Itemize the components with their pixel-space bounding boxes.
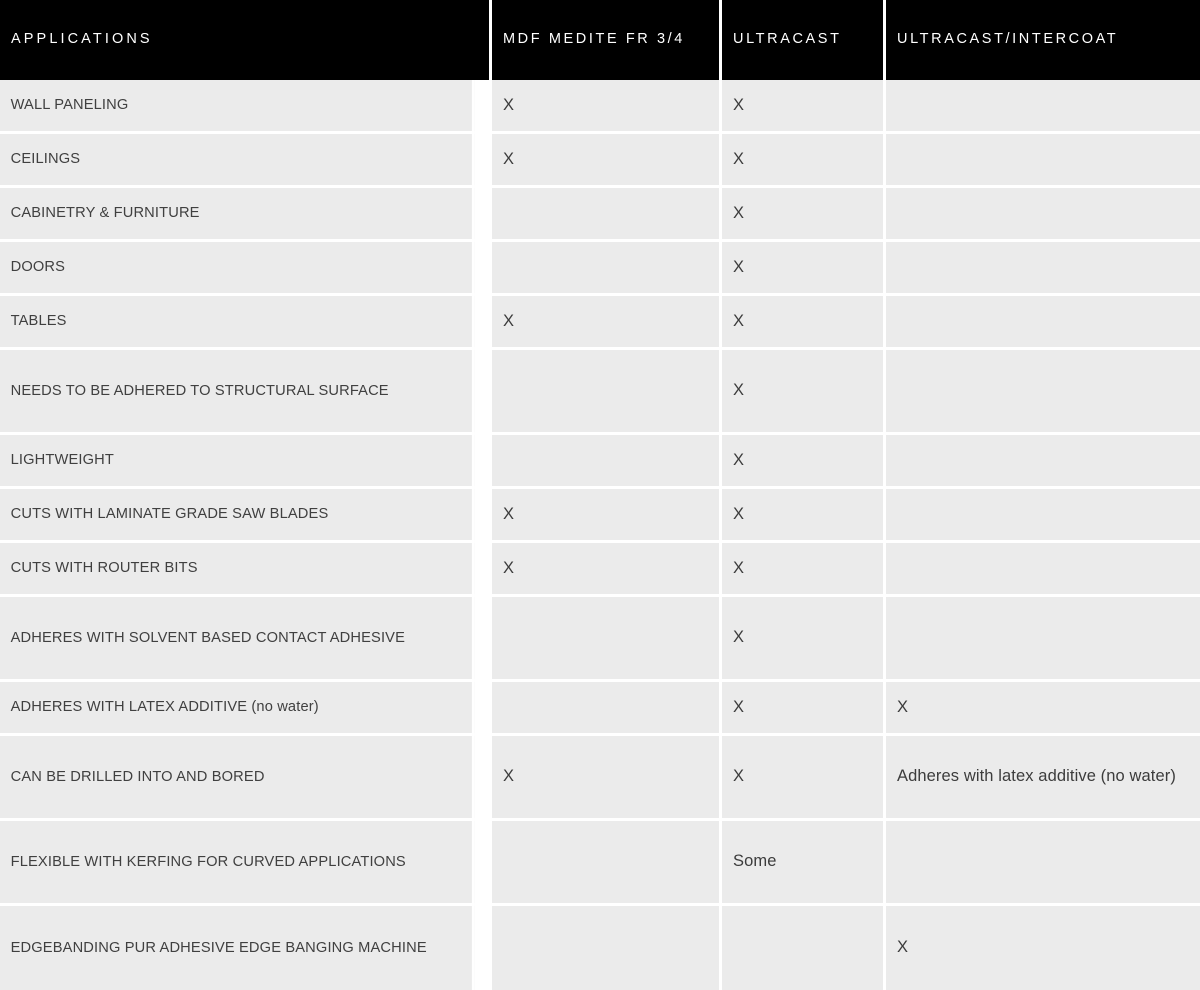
cell-ultracast: X bbox=[722, 597, 886, 682]
cell-mdf-medite-fr bbox=[492, 821, 722, 906]
column-header-mdf-medite-fr: MDF MEDITE FR 3/4 bbox=[492, 0, 722, 80]
cell-application: ADHERES WITH SOLVENT BASED CONTACT ADHESIVE bbox=[0, 597, 475, 682]
table-row bbox=[0, 134, 1200, 188]
cell-mdf-medite-fr: X bbox=[492, 489, 722, 543]
cell-ultracast-intercoat bbox=[886, 80, 1200, 134]
table-row bbox=[0, 296, 1200, 350]
cell-application: LIGHTWEIGHT bbox=[0, 435, 475, 489]
cell-ultracast: X bbox=[722, 350, 886, 435]
cell-ultracast: X bbox=[722, 188, 886, 242]
cell-mdf-medite-fr bbox=[492, 242, 722, 296]
cell-ultracast bbox=[722, 906, 886, 990]
cell-ultracast-intercoat bbox=[886, 821, 1200, 906]
cell-application: CUTS WITH LAMINATE GRADE SAW BLADES bbox=[0, 489, 475, 543]
table-row bbox=[0, 435, 1200, 489]
cell-ultracast: X bbox=[722, 736, 886, 821]
cell-ultracast-intercoat bbox=[886, 242, 1200, 296]
cell-ultracast: X bbox=[722, 682, 886, 736]
column-header-applications: APPLICATIONS bbox=[0, 0, 492, 80]
cell-mdf-medite-fr: X bbox=[492, 80, 722, 134]
cell-mdf-medite-fr bbox=[492, 682, 722, 736]
table-row bbox=[0, 597, 1200, 682]
cell-ultracast-intercoat: X bbox=[886, 906, 1200, 990]
cell-mdf-medite-fr: X bbox=[492, 543, 722, 597]
table-header bbox=[0, 0, 1200, 80]
cell-mdf-medite-fr: X bbox=[492, 296, 722, 350]
cell-mdf-medite-fr bbox=[492, 435, 722, 489]
cell-application: WALL PANELING bbox=[0, 80, 475, 134]
cell-ultracast-intercoat bbox=[886, 350, 1200, 435]
cell-application: ADHERES WITH LATEX ADDITIVE (no water) bbox=[0, 682, 475, 736]
cell-mdf-medite-fr bbox=[492, 188, 722, 242]
cell-ultracast-intercoat bbox=[886, 188, 1200, 242]
cell-application: FLEXIBLE WITH KERFING FOR CURVED APPLICATIONS bbox=[0, 821, 475, 906]
cell-ultracast-intercoat bbox=[886, 296, 1200, 350]
cell-application: CEILINGS bbox=[0, 134, 475, 188]
cell-ultracast-intercoat bbox=[886, 543, 1200, 597]
cell-application: CAN BE DRILLED INTO AND BORED bbox=[0, 736, 475, 821]
cell-ultracast: X bbox=[722, 435, 886, 489]
table-row bbox=[0, 682, 1200, 736]
table-row bbox=[0, 821, 1200, 906]
table-row bbox=[0, 489, 1200, 543]
table-body bbox=[0, 80, 1200, 990]
cell-application: CUTS WITH ROUTER BITS bbox=[0, 543, 475, 597]
cell-ultracast-intercoat bbox=[886, 435, 1200, 489]
cell-ultracast: X bbox=[722, 543, 886, 597]
cell-mdf-medite-fr bbox=[492, 597, 722, 682]
cell-application: DOORS bbox=[0, 242, 475, 296]
cell-ultracast-intercoat bbox=[886, 489, 1200, 543]
cell-ultracast: X bbox=[722, 134, 886, 188]
table-row bbox=[0, 906, 1200, 990]
cell-application: CABINETRY & FURNITURE bbox=[0, 188, 475, 242]
table-row bbox=[0, 350, 1200, 435]
cell-mdf-medite-fr bbox=[492, 906, 722, 990]
table-row bbox=[0, 242, 1200, 296]
column-header-ultracast: ULTRACAST bbox=[722, 0, 886, 80]
cell-ultracast: X bbox=[722, 80, 886, 134]
cell-ultracast-intercoat bbox=[886, 597, 1200, 682]
column-header-ultracast-intercoat: ULTRACAST/INTERCOAT bbox=[886, 0, 1200, 80]
cell-application: NEEDS TO BE ADHERED TO STRUCTURAL SURFACE bbox=[0, 350, 475, 435]
table-row bbox=[0, 188, 1200, 242]
cell-ultracast: X bbox=[722, 489, 886, 543]
table-row bbox=[0, 80, 1200, 134]
cell-mdf-medite-fr: X bbox=[492, 736, 722, 821]
cell-ultracast-intercoat: Adheres with latex additive (no water) bbox=[886, 736, 1200, 821]
table-row bbox=[0, 736, 1200, 821]
cell-ultracast: X bbox=[722, 242, 886, 296]
cell-mdf-medite-fr: X bbox=[492, 134, 722, 188]
cell-mdf-medite-fr bbox=[492, 350, 722, 435]
cell-application: TABLES bbox=[0, 296, 475, 350]
cell-ultracast: X bbox=[722, 296, 886, 350]
cell-ultracast: Some bbox=[722, 821, 886, 906]
cell-ultracast-intercoat bbox=[886, 134, 1200, 188]
header-row bbox=[0, 0, 1200, 80]
cell-application: EDGEBANDING PUR ADHESIVE EDGE BANGING MACHINE bbox=[0, 906, 475, 990]
table-row bbox=[0, 543, 1200, 597]
cell-ultracast-intercoat: X bbox=[886, 682, 1200, 736]
